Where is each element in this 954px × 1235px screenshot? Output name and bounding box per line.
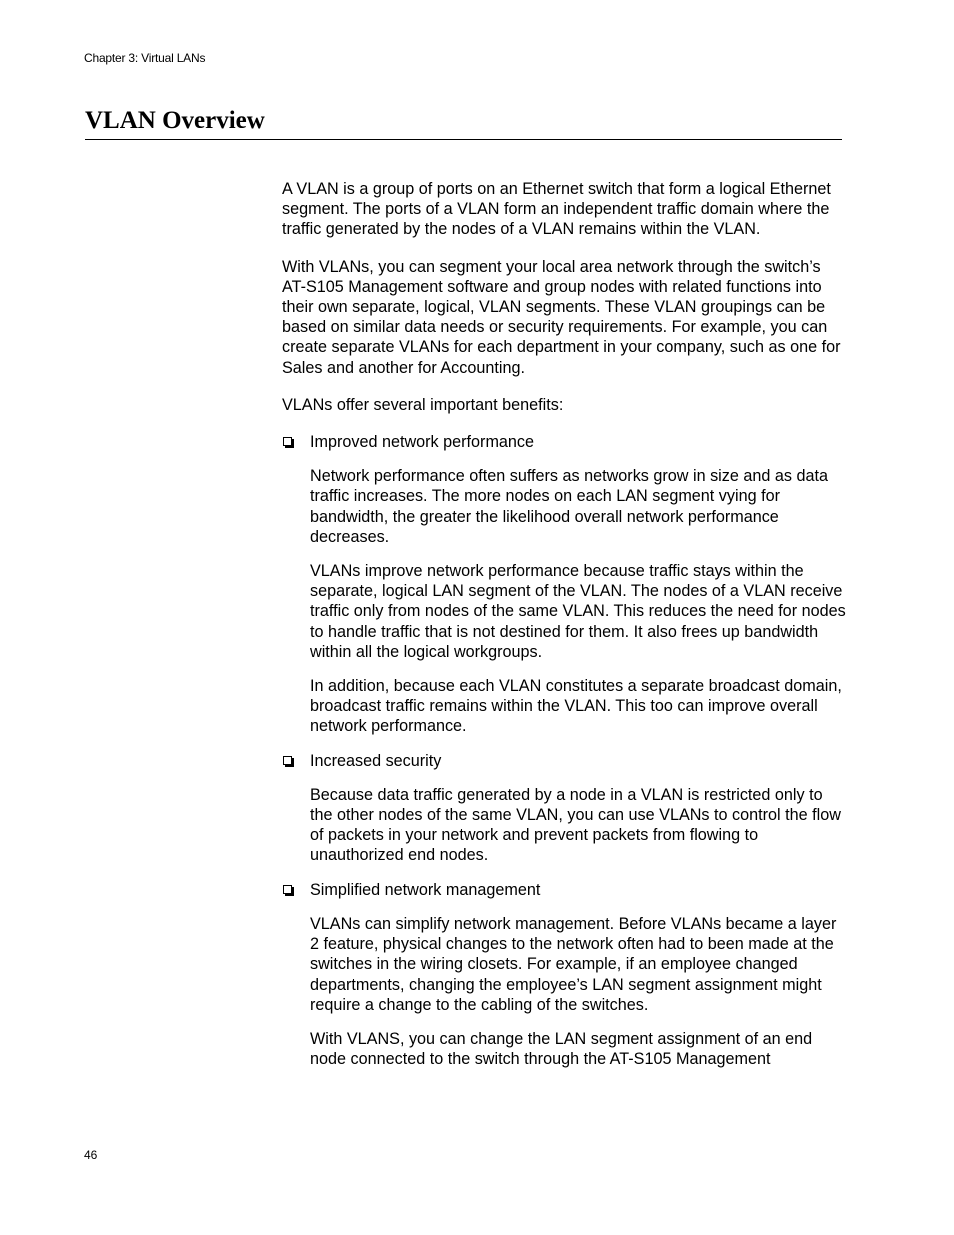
- checkbox-bullet-icon: [283, 885, 292, 894]
- bullet-body: [282, 785, 846, 866]
- page-number: 46: [84, 1148, 98, 1162]
- bullet-paragraph: With VLANS, you can change the LAN segment assignment of an end node connected to the switch through the AT-S105 Management: [310, 1029, 813, 1069]
- checkbox-bullet-icon: [283, 756, 292, 765]
- intro-paragraph: VLANs offer several important benefits:: [282, 395, 564, 414]
- intro-paragraph: A VLAN is a group of ports on an Ethernet switch that form a logical Ethernet segment. The ports of a VLAN form an independent traffic domain where the traffic generated by the nodes of a VLAN remains within the VLAN.: [282, 180, 831, 239]
- bullet-item: [282, 751, 846, 771]
- bullet-paragraph: VLANs improve network performance because traffic stays within the separate, logical LAN segment of the VLAN. The nodes of a VLAN receive traffic only from nodes of the same VLAN. This reduces the need for nodes to handle traffic that is not destined for them. It also frees up bandwidth within all the logical workgroups.: [310, 562, 846, 661]
- body-text: [282, 179, 846, 1083]
- bullet-body: [282, 914, 846, 1069]
- bullet-paragraph: In addition, because each VLAN constitutes a separate broadcast domain, broadcast traffic remains within the VLAN. This too can improve overall network performance.: [310, 677, 842, 736]
- bullet-paragraph: Network performance often suffers as networks grow in size and as data traffic increases. The more nodes on each LAN segment vying for bandwidth, the greater the likelihood overall network performance decreases.: [310, 467, 828, 546]
- bullet-label: Simplified network management: [310, 880, 541, 899]
- bullet-label: Improved network performance: [310, 433, 535, 452]
- bullet-item: [282, 880, 846, 900]
- bullet-paragraph: VLANs can simplify network management. Before VLANs became a layer 2 feature, physical changes to the network often had to been made at the switches in the wiring closets. For example, if an employee changed departments, changing the employee’s LAN segment assignment might require a change to the cabling of the switches.: [310, 914, 837, 1014]
- title-rule: [85, 139, 842, 140]
- bullet-paragraph: Because data traffic generated by a node in a VLAN is restricted only to the other nodes of the same VLAN, you can use VLANs to control the flow of packets in your network and prevent packets from flowing to unauthorized end nodes.: [310, 785, 841, 865]
- intro-paragraph: With VLANs, you can segment your local area network through the switch’s AT-S105 Management software and group nodes with related functions into their own separate, logical, VLAN segments. These VLAN groupings can be based on similar data needs or security requirements. For example, you can create separate VLANs for each department in your company, such as one for Sales and another for Accounting.: [282, 257, 841, 377]
- checkbox-bullet-icon: [283, 437, 292, 446]
- bullet-item: [282, 432, 846, 452]
- bullet-body: [282, 466, 846, 736]
- bullet-label: Increased security: [310, 751, 442, 770]
- running-header: Chapter 3: Virtual LANs: [84, 51, 206, 65]
- section-title: VLAN Overview: [85, 107, 265, 134]
